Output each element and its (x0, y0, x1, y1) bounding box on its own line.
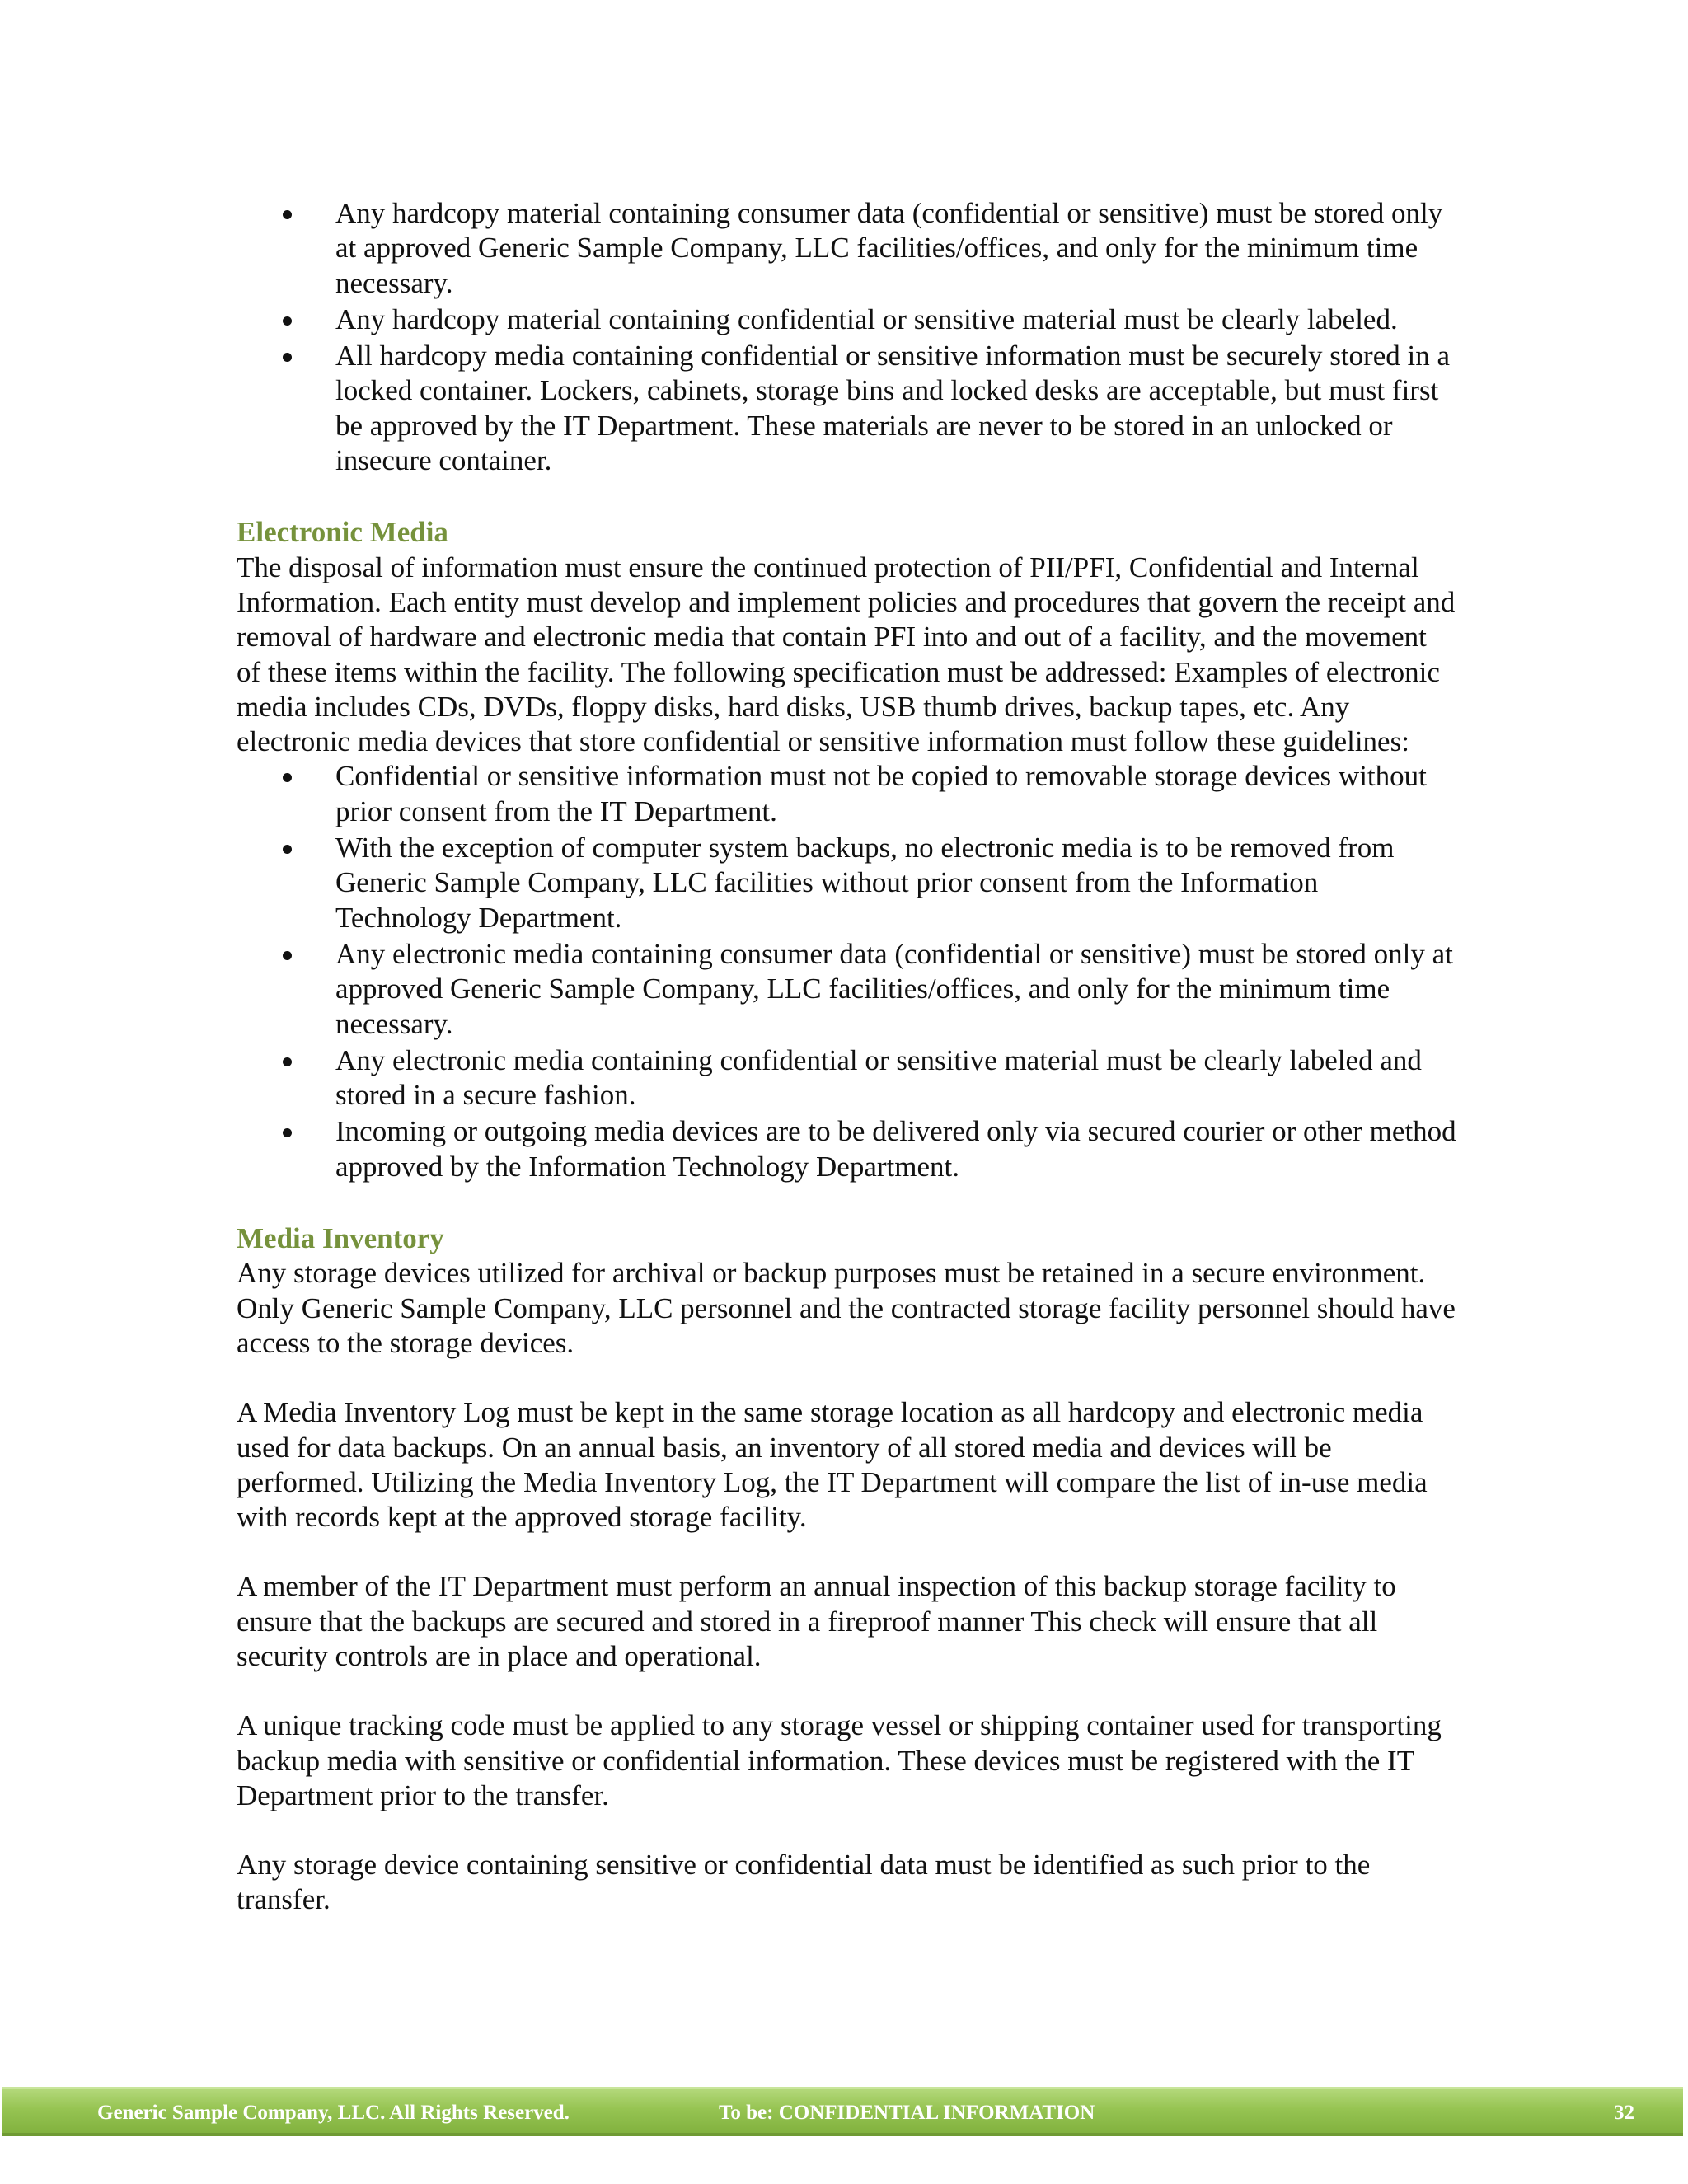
section-heading-media-inventory: Media Inventory (237, 1222, 444, 1255)
bullet-icon (283, 1057, 292, 1066)
list-item-text: Confidential or sensitive information must not be copied to removable storage devices without prior consent from the IT Department. (335, 760, 1427, 827)
list-item (335, 759, 1456, 829)
list-item-text: With the exception of computer system backups, no electronic media is to be removed from Generic Sample Company, LLC facilities without prior consent from the Information Technology Department. (335, 832, 1395, 934)
paragraph: A member of the IT Department must perform an annual inspection of this backup storage facility to ensure that the backups are secured and stored in a fireproof manner This check will ensure that all security controls are in place and operational. (237, 1570, 1396, 1672)
list-item (335, 1114, 1456, 1184)
list-item (335, 196, 1456, 301)
paragraph: Any storage device containing sensitive or confidential data must be identified as such prior to the transfer. (237, 1849, 1371, 1916)
bullet-icon (283, 951, 292, 960)
list-item (335, 937, 1456, 1042)
paragraph: Any storage devices utilized for archival or backup purposes must be retained in a secure environment. Only Generic Sample Company, LLC personnel and the contracted storage facility personnel should have access to the storage devices. (237, 1257, 1456, 1359)
bullet-icon (283, 773, 292, 782)
media-inventory-body (237, 1256, 1456, 1917)
electronic-media-intro: The disposal of information must ensure the continued protection of PII/PFI, Confidential and Internal Information. Each entity must develop and implement policies and procedures that govern the receipt and removal of hardware and electronic media that contain PFI into and out of a facility, and the movement of these items within the facility. The following specification must be addressed: Examples of electronic media includes CDs, DVDs, floppy disks, hard disks, USB thumb drives, backup tapes, etc. Any electronic media devices that store confidential or sensitive information must follow these guidelines: (237, 551, 1456, 758)
page-footer (2, 2087, 1683, 2136)
bullet-icon (283, 210, 292, 219)
list-item-text: Any electronic media containing consumer data (confidential or sensitive) must be stored only at approved Generic Sample Company, LLC facilities/offices, and only for the minimum time necessary. (335, 937, 1453, 1040)
bullet-icon (283, 353, 292, 362)
bullet-icon (283, 316, 292, 326)
footer-copyright: Generic Sample Company, LLC. All Rights Reserved. (97, 2102, 570, 2124)
list-item-text: Any hardcopy material containing confidential or sensitive material must be clearly labeled. (335, 302, 1398, 335)
list-item (335, 1043, 1456, 1113)
footer-classification: To be: CONFIDENTIAL INFORMATION (719, 2102, 1095, 2124)
page-number: 32 (1614, 2102, 1634, 2124)
bullet-icon (283, 1128, 292, 1137)
list-item (335, 302, 1456, 337)
electronic-media-bullet-list (237, 759, 1456, 1184)
list-item-text: All hardcopy media containing confidential or sensitive information must be securely stored in a locked container. Lockers, cabinets, storage bins and locked desks are acceptable, but must first be approved by the IT Department. These materials are never to be stored in an unlocked or insecure container. (335, 340, 1450, 477)
list-item-text: Any hardcopy material containing consumer data (confidential or sensitive) must be stored only at approved Generic Sample Company, LLC facilities/offices, and only for the minimum time necessary. (335, 197, 1443, 299)
bullet-icon (283, 845, 292, 854)
section-heading-electronic-media: Electronic Media (237, 516, 448, 549)
list-item (335, 339, 1456, 478)
paragraph: A unique tracking code must be applied to any storage vessel or shipping container used for transporting backup media with sensitive or confidential information. These devices must be registered with the IT Department prior to the transfer. (237, 1709, 1442, 1811)
list-item-text: Any electronic media containing confidential or sensitive material must be clearly labeled and stored in a secure fashion. (335, 1043, 1422, 1112)
list-item-text: Incoming or outgoing media devices are to be delivered only via secured courier or other method approved by the Information Technology Department. (335, 1115, 1456, 1183)
paragraph: A Media Inventory Log must be kept in the same storage location as all hardcopy and electronic media used for data backups. On an annual basis, an inventory of all stored media and devices will be performed. Utilizing the Media Inventory Log, the IT Department will compare the list of in-use media with records kept at the approved storage facility. (237, 1396, 1428, 1534)
page-body (237, 196, 1456, 1918)
hardcopy-bullet-list (237, 196, 1456, 478)
list-item (335, 831, 1456, 935)
